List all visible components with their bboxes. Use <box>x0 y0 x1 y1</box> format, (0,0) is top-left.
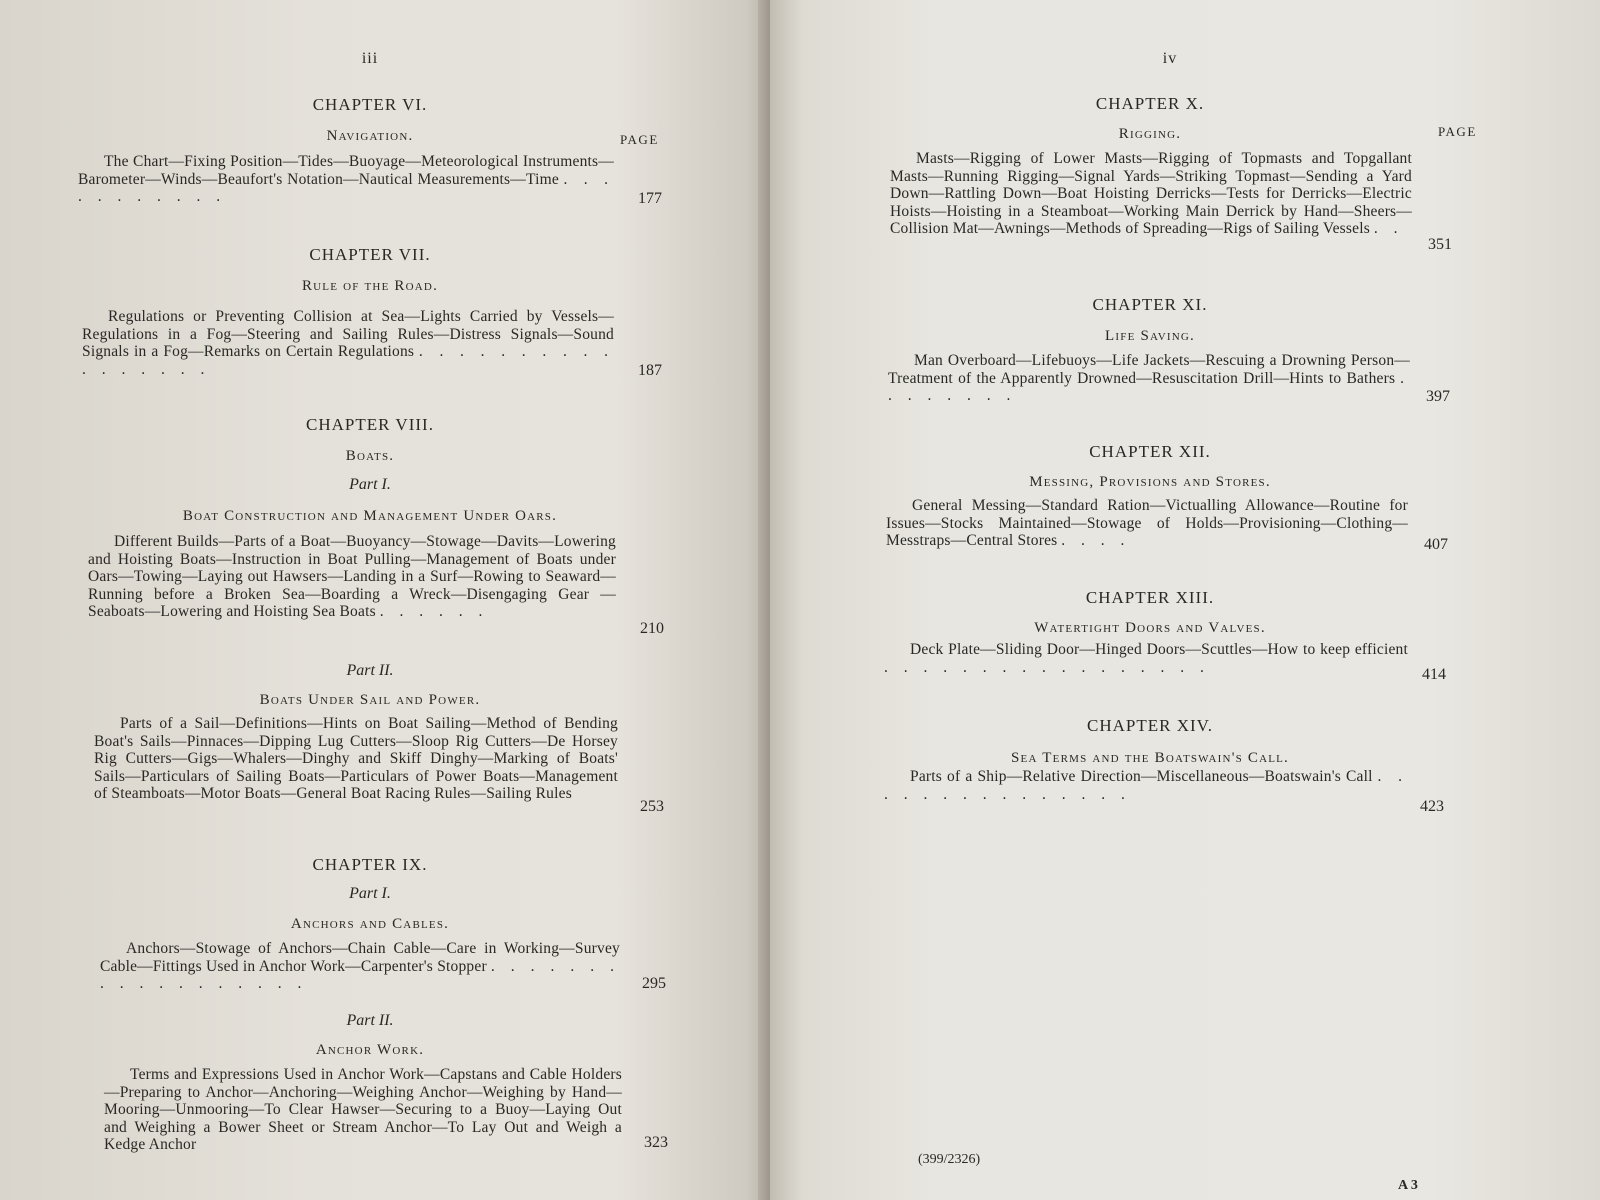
part-ii-label: Part II. <box>346 662 394 679</box>
section-messing: Messing, Provisions and Stores. <box>1029 474 1271 490</box>
part-ii-label: Part II. <box>346 1012 394 1029</box>
part-i-label: Part I. <box>349 476 391 493</box>
entry-chapter-ix-part-ii <box>104 1066 622 1154</box>
page-ref-351: 351 <box>1428 236 1452 253</box>
page-ref-295: 295 <box>642 975 666 992</box>
entry-chapter-vii: Regulations or Preventing Collision at Sea—Lights Carried by Vessels—Regulations in a Fog—Steering and Sailing Rules—Distress Signals—Sound Signals in a Fog—Remarks on Certain Regulations . . . . . . . . . . . . . . . . . <box>82 308 615 378</box>
page-ref-397: 397 <box>1426 388 1450 405</box>
page-ref-177: 177 <box>638 190 662 207</box>
right-page <box>770 0 1600 1200</box>
page-ref-210: 210 <box>640 620 664 637</box>
section-boats: Boats. <box>345 448 395 464</box>
chapter-x-heading: CHAPTER X. <box>1095 94 1205 113</box>
chapter-vi-heading: CHAPTER VI. <box>312 95 428 114</box>
chapter-viii-heading: CHAPTER VIII. <box>306 415 434 434</box>
entry-chapter-x: Masts—Rigging of Lower Masts—Rigging of Topmasts and Topgallant Masts—Running Rigging—Signal Yards—Striking Topmast—Sending a Yard Down—Rattling Down—Boat Hoisting Derricks—Tests for Derricks—Electric Hoists—Hoisting in a Steamboat—Working Main Derrick by Hand—Sheers—Collision Mat—Awnings—Methods of Spreading—Rigs of Sailing Vessels . . <box>890 150 1412 237</box>
page-ref-187: 187 <box>638 362 662 379</box>
entry-text: Deck Plate—Sliding Door—Hinged Doors—Scuttles—How to keep efficient <box>910 641 1408 658</box>
entry-text: Different Builds—Parts of a Boat—Buoyancy—Stowage—Davits—Lowering and Hoisting Boats—Instruction in Boat Pulling—Management of Boats under Oars—Towing—Laying out Hawsers—Landing in a Surf—Rowing to Seaward—Running before a Broken Sea—Boarding a Wreck—Disengaging Gear —Seaboats—Lowering and Hoisting Sea Boats <box>88 533 616 620</box>
entry-chapter-viii-part-ii <box>94 715 618 803</box>
chapter-xi-heading: CHAPTER XI. <box>1092 295 1208 314</box>
section-rigging: Rigging. <box>1118 126 1182 142</box>
entry-text: Terms and Expressions Used in Anchor Work—Capstans and Cable Holders—Preparing to Anchor—Anchoring—Weighing Anchor—Weighing by Hand—Mooring—Unmooring—To Clear Hawser—Securing to a Buoy—Laying Out and Weighing a Bower Sheet or Stream Anchor—To Lay Out and Weigh a Kedge Anchor <box>104 1066 622 1153</box>
entry-chapter-xiii: Deck Plate—Sliding Door—Hinged Doors—Scuttles—How to keep efficient . . . . . . . . . . . . . . . . . <box>884 641 1408 676</box>
entry-text: The Chart—Fixing Position—Tides—Buoyage—Meteorological Instruments—Barometer—Winds—Beaufort's Notation—Nautical Measurements—Time <box>78 153 614 188</box>
page-number-iii: iii <box>361 50 379 67</box>
page-column-label: PAGE <box>620 132 659 147</box>
signature-mark: A 3 <box>1398 1178 1418 1193</box>
page-column-label: PAGE <box>1438 124 1477 139</box>
section-boats-under-sail: Boats Under Sail and Power. <box>259 692 481 708</box>
print-code: (399/2326) <box>918 1152 981 1167</box>
chapter-vii-heading: CHAPTER VII. <box>309 245 431 264</box>
entry-text: General Messing—Standard Ration—Victualling Allowance—Routine for Issues—Stocks Maintained—Stowage of Holds—Provisioning—Clothing—Messtraps—Central Stores <box>886 497 1408 549</box>
section-boat-construction: Boat Construction and Management Under Oars. <box>182 508 558 524</box>
page-ref-253: 253 <box>640 798 664 815</box>
entry-text: Man Overboard—Lifebuoys—Life Jackets—Rescuing a Drowning Person—Treatment of the Apparently Drowned—Resuscitation Drill—Hints to Bathers <box>888 352 1410 387</box>
entry-text: Parts of a Sail—Definitions—Hints on Boat Sailing—Method of Bending Boat's Sails—Pinnaces—Dipping Lug Cutters—Sloop Rig Cutters—De Horsey Rig Cutters—Gigs—Whalers—Dinghy and Skiff Dinghy—Marking of Boats' Sails—Particulars of Sailing Boats—Particulars of Power Boats—Management of Steamboats—Motor Boats—General Boat Racing Rules—Sailing Rules <box>94 715 618 802</box>
page-number-iv: iv <box>1162 50 1178 67</box>
entry-text: Masts—Rigging of Lower Masts—Rigging of Topmasts and Topgallant Masts—Running Rigging—Signal Yards—Striking Topmast—Sending a Yard Down—Rattling Down—Boat Hoisting Derricks—Tests for Derricks—Electric Hoists—Hoisting in a Steamboat—Working Main Derrick by Hand—Sheers—Collision Mat—Awnings—Methods of Spreading—Rigs of Sailing Vessels <box>890 150 1412 237</box>
left-page <box>0 0 770 1200</box>
part-i-label: Part I. <box>349 885 391 902</box>
chapter-xii-heading: CHAPTER XII. <box>1089 442 1211 461</box>
chapter-xiv-heading: CHAPTER XIV. <box>1087 716 1213 735</box>
page-ref-323: 323 <box>644 1134 668 1151</box>
entry-chapter-xiv: Parts of a Ship—Relative Direction—Miscellaneous—Boatswain's Call . . . . . . . . . . . . . . . <box>884 768 1409 803</box>
entry-chapter-ix-part-i: Anchors—Stowage of Anchors—Chain Cable—Care in Working—Survey Cable—Fittings Used in Anchor Work—Carpenter's Stopper . . . . . . . . . . . . . . . . . . <box>100 940 621 992</box>
entry-chapter-viii-part-i: Different Builds—Parts of a Boat—Buoyancy—Stowage—Davits—Lowering and Hoisting Boats—Instruction in Boat Pulling—Management of Boats under Oars—Towing—Laying out Hawsers—Landing in a Surf—Rowing to Seaward—Running before a Broken Sea—Boarding a Wreck—Disengaging Gear —Seaboats—Lowering and Hoisting Sea Boats . . . . . . <box>88 533 616 620</box>
chapter-xiii-heading: CHAPTER XIII. <box>1085 588 1215 607</box>
section-watertight-doors: Watertight Doors and Valves. <box>1034 620 1266 636</box>
section-anchor-work: Anchor Work. <box>315 1042 425 1058</box>
section-life-saving: Life Saving. <box>1105 328 1195 344</box>
page-ref-407: 407 <box>1424 536 1448 553</box>
section-sea-terms: Sea Terms and the Boatswain's Call. <box>1011 750 1289 766</box>
entry-chapter-xii: General Messing—Standard Ration—Victualling Allowance—Routine for Issues—Stocks Maintained—Stowage of Holds—Provisioning—Clothing—Messtraps—Central Stores . . . . <box>886 497 1408 549</box>
chapter-ix-heading: CHAPTER IX. <box>312 855 428 874</box>
entry-chapter-vi: The Chart—Fixing Position—Tides—Buoyage—Meteorological Instruments—Barometer—Winds—Beaufort's Notation—Nautical Measurements—Time . . . . . . . . . . . <box>78 153 615 205</box>
entry-text: Parts of a Ship—Relative Direction—Miscellaneous—Boatswain's Call <box>910 768 1373 785</box>
entry-text: Regulations or Preventing Collision at Sea—Lights Carried by Vessels—Regulations in a Fog—Steering and Sailing Rules—Distress Signals—Sound Signals in a Fog—Remarks on Certain Regulations <box>82 308 614 360</box>
page-ref-414: 414 <box>1422 666 1446 683</box>
entry-text: Anchors—Stowage of Anchors—Chain Cable—Care in Working—Survey Cable—Fittings Used in Anchor Work—Carpenter's Stopper <box>100 940 620 975</box>
entry-chapter-xi: Man Overboard—Lifebuoys—Life Jackets—Rescuing a Drowning Person—Treatment of the Apparently Drowned—Resuscitation Drill—Hints to Bathers . . . . . . . . <box>888 352 1411 404</box>
section-anchors-and-cables: Anchors and Cables. <box>290 916 450 932</box>
section-rule-of-the-road: Rule of the Road. <box>301 278 439 294</box>
section-navigation: Navigation. <box>326 128 414 144</box>
page-ref-423: 423 <box>1420 798 1444 815</box>
